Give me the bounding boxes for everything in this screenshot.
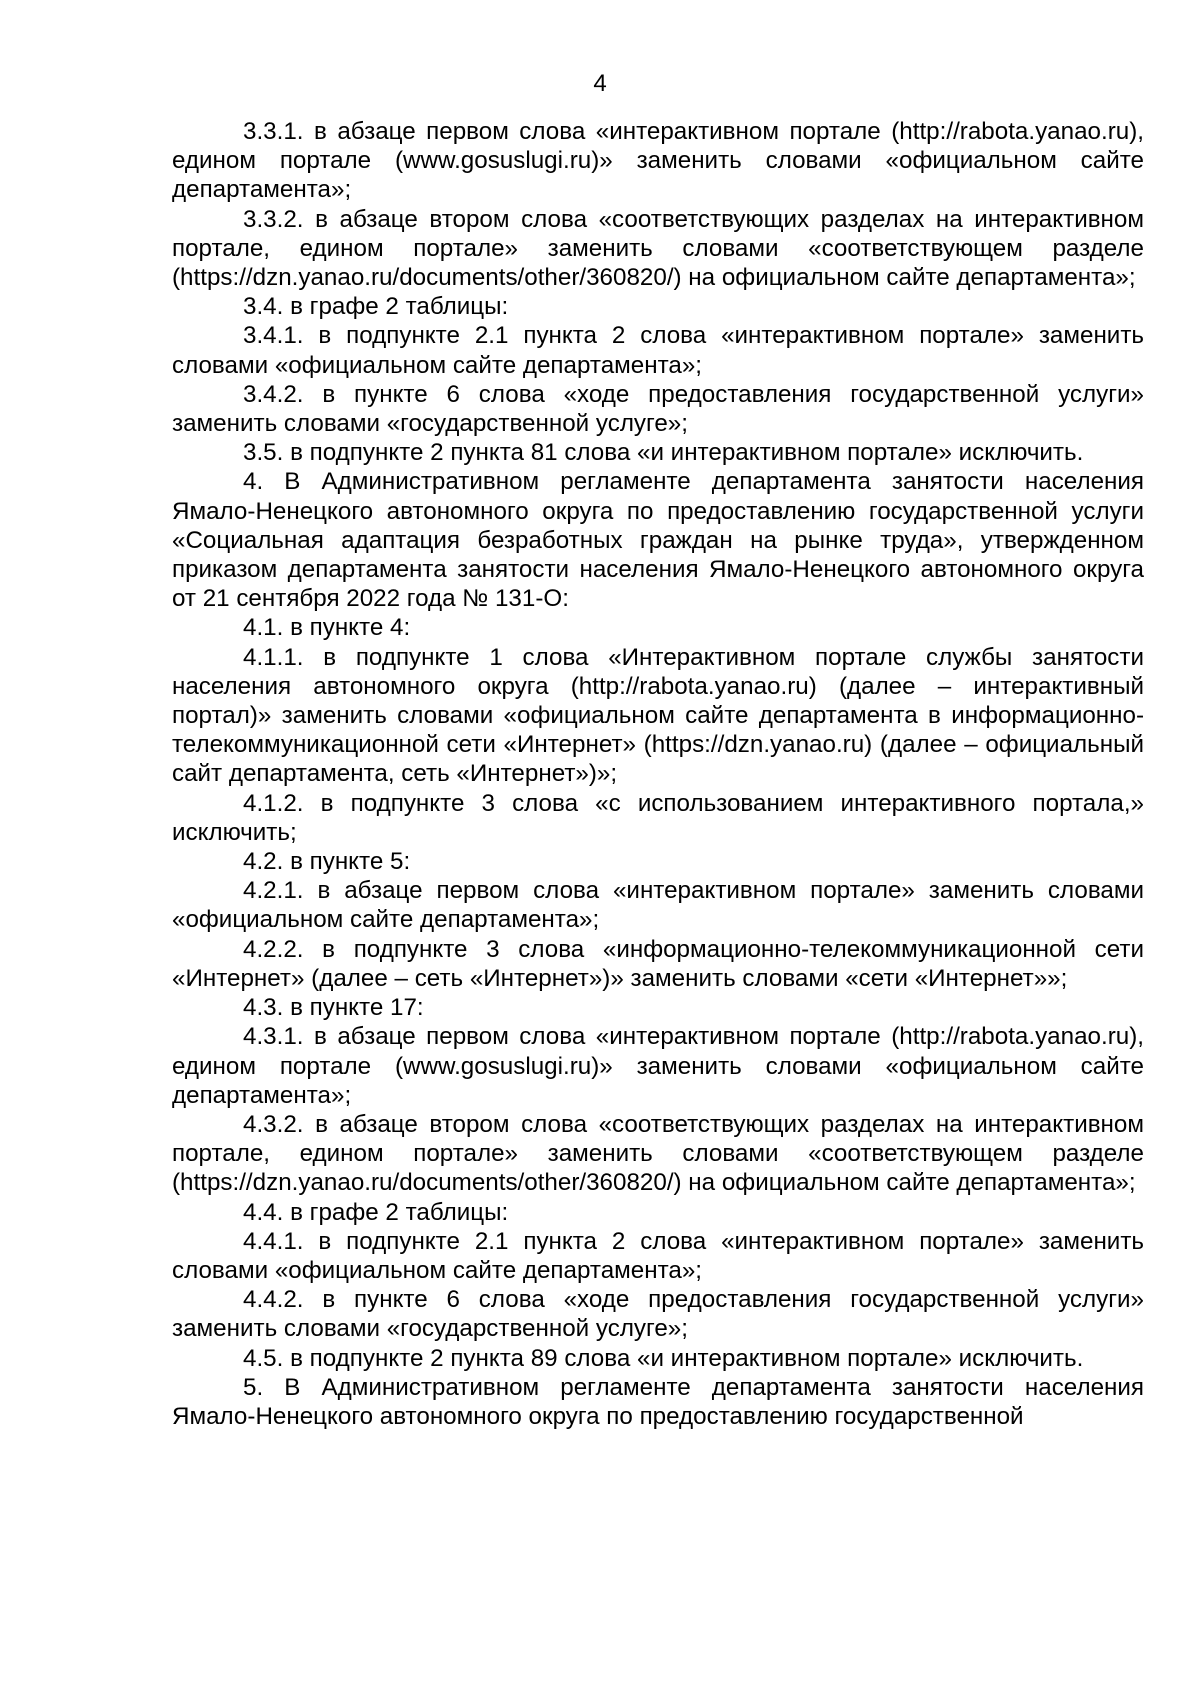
paragraph-4-3-2: 4.3.2. в абзаце втором слова «соответствующих разделах на интерактивном портале, едином портале» заменить словами «соответствующем разделе (https://dzn.yanao.ru/documents/other/360820/) на официальном сайте департамента»; <box>172 1110 1144 1197</box>
page-number: 4 <box>593 70 607 97</box>
paragraph-4-4-2: 4.4.2. в пункте 6 слова «ходе предоставления государственной услуги» заменить словами «государственной услуге»; <box>172 1286 1144 1343</box>
paragraph-4-3-1: 4.3.1. в абзаце первом слова «интерактивном портале (http://rabota.yanao.ru), едином портале (www.gosuslugi.ru)» заменить словами «официальном сайте департамента»; <box>172 1023 1144 1109</box>
document-body <box>172 117 1144 1431</box>
paragraph-4-2-1: 4.2.1. в абзаце первом слова «интерактивном портале» заменить словами «официальном сайте департамента»; <box>172 877 1144 934</box>
paragraph-4-4: 4.4. в графе 2 таблицы: <box>243 1198 509 1226</box>
paragraph-4-3: 4.3. в пункте 17: <box>243 994 424 1022</box>
paragraph-4-2: 4.2. в пункте 5: <box>243 848 411 876</box>
paragraph-3-3-2: 3.3.2. в абзаце втором слова «соответствующих разделах на интерактивном портале, едином портале» заменить словами «соответствующем разделе (https://dzn.yanao.ru/documents/other/360820/) на официальном сайте департамента»; <box>172 205 1144 292</box>
paragraph-4-1-1: 4.1.1. в подпункте 1 слова «Интерактивном портале службы занятости населения автономного округа (http://rabota.yanao.ru) (далее – интерактивный портал)» заменить словами «официальном сайте департамента в информационно-телекоммуникационной сети «Интернет» (https://dzn.yanao.ru) (далее – официальный сайт департамента, сеть «Интернет»)»; <box>172 643 1144 788</box>
paragraph-4-2-2: 4.2.2. в подпункте 3 слова «информационно-телекоммуникационной сети «Интернет» (далее – сеть «Интернет»)» заменить словами «сети «Интернет»»; <box>172 935 1144 992</box>
paragraph-3-4: 3.4. в графе 2 таблицы: <box>243 293 509 321</box>
paragraph-5: 5. В Административном регламенте департамента занятости населения Ямало-Ненецкого автономного округа по предоставлению государственной <box>172 1373 1144 1430</box>
paragraph-4-4-1: 4.4.1. в подпункте 2.1 пункта 2 слова «интерактивном портале» заменить словами «официальном сайте департамента»; <box>172 1227 1144 1284</box>
paragraph-4-1: 4.1. в пункте 4: <box>243 614 411 642</box>
paragraph-3-4-1: 3.4.1. в подпункте 2.1 пункта 2 слова «интерактивном портале» заменить словами «официальном сайте департамента»; <box>172 322 1144 379</box>
paragraph-3-4-2: 3.4.2. в пункте 6 слова «ходе предоставления государственной услуги» заменить словами «государственной услуге»; <box>172 380 1144 438</box>
paragraph-3-5: 3.5. в подпункте 2 пункта 81 слова «и интерактивном портале» исключить. <box>243 439 1084 467</box>
paragraph-4-5: 4.5. в подпункте 2 пункта 89 слова «и интерактивном портале» исключить. <box>243 1344 1084 1372</box>
paragraph-4-1-2: 4.1.2. в подпункте 3 слова «с использованием интерактивного портала,» исключить; <box>172 789 1144 846</box>
paragraph-3-3-1: 3.3.1. в абзаце первом слова «интерактивном портале (http://rabota.yanao.ru), едином портале (www.gosuslugi.ru)» заменить словами «официальном сайте департамента»; <box>172 118 1144 204</box>
paragraph-4: 4. В Административном регламенте департамента занятости населения Ямало-Ненецкого автономного округа по предоставлению государственной услуги «Социальная адаптация безработных граждан на рынке труда», утвержденном приказом департамента занятости населения Ямало-Ненецкого автономного округа от 21 сентября 2022 года № 131-О: <box>172 468 1144 613</box>
